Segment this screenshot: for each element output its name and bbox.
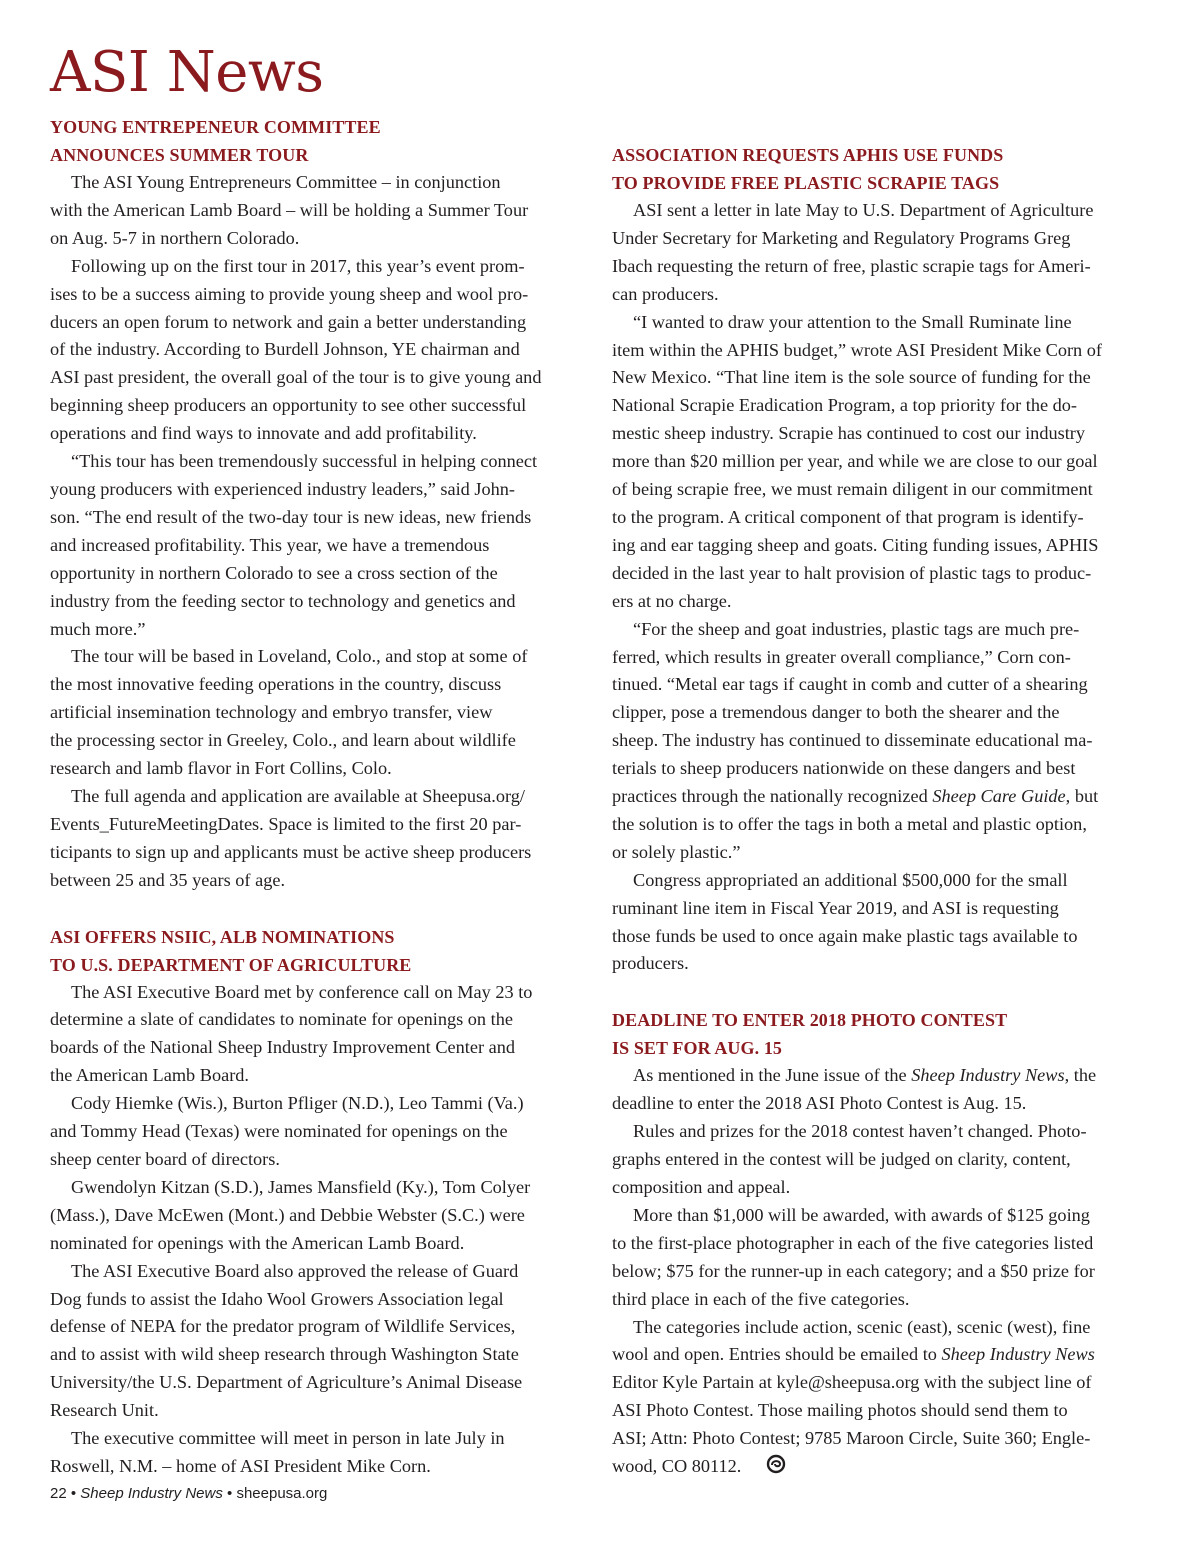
page-title: ASI News [50, 40, 324, 105]
paragraph: “I wanted to draw your attention to the Small Ruminate line item within the APHIS budget,” wrote ASI President Mike Corn of New Mexico. “That line item is the sole source of funding for the National Scrapie Eradication Program, a top priority for the do- mestic sheep industry. Scrapie has continued to cost our industry more than $20 million per year, and while we are close to our goal of being scrapie free, we must remain diligent in our commitment to the program. A critical component of that program is identify- ing and ear tagging sheep and goats. Citing funding issues, APHIS decided in the last year to halt provision of plastic tags to produc- ers at no charge. [612, 311, 1102, 611]
sheep-logo-icon [745, 1454, 786, 1483]
paragraph: “For the sheep and goat industries, plastic tags are much pre- ferred, which results in greater overall compliance,” Corn con- tinued. “Metal ear tags if caught in comb and cutter of a shearing clipper, pose a tremendous danger to both the shearer and the sheep. The industry has continued to disseminate educational ma- terials to sheep producers nationwide on these dangers and best practices through the nationally recognized Sheep Care Guide, but the solution is to offer the tags in both a metal and plastic option, or solely plastic.” [612, 618, 1099, 862]
article-heading: ASI OFFERS NSIIC, ALB NOMINATIONS TO U.S. DEPARTMENT OF AGRICULTURE [50, 926, 412, 975]
paragraph: The ASI Executive Board also approved the release of Guard Dog funds to assist the Idaho Wool Growers Association legal defense of NEPA for the predator program of Wildlife Services, and to assist with wild sheep research through Washington State University/the U.S. Department of Agriculture’s Animal Disease Research Unit. [50, 1260, 523, 1421]
paragraph: “This tour has been tremendously successful in helping connect young producers with experienced industry leaders,” said John- son. “The end result of the two-day tour is new ideas, new friends and increased profitability. This year, we have a tremendous opportunity in northern Colorado to see a cross section of the industry from the feeding sector to technology and genetics and much more.” [50, 451, 538, 639]
article-young-entrepreneur [50, 113, 590, 895]
page-number: 22 [50, 1485, 67, 1502]
publication-title: Sheep Care Guide [932, 786, 1066, 807]
article-heading: ASSOCIATION REQUESTS APHIS USE FUNDS TO PROVIDE FREE PLASTIC SCRAPIE TAGS [612, 145, 1004, 193]
paragraph: As mentioned in the June issue of the Sheep Industry News, the deadline to enter the 2018 ASI Photo Contest is Aug. 15. [612, 1065, 1097, 1114]
paragraph: Rules and prizes for the 2018 contest haven’t changed. Photo- graphs entered in the contest will be judged on clarity, content, composition and appeal. [612, 1121, 1087, 1197]
footer-publication: Sheep Industry News [80, 1485, 223, 1502]
publication-title: Sheep Industry News [911, 1065, 1065, 1086]
paragraph: Cody Hiemke (Wis.), Burton Pfliger (N.D.), Leo Tammi (Va.) and Tommy Head (Texas) were nominated for openings on the sheep center board of directors. [50, 1093, 524, 1169]
paragraph: The ASI Young Entrepreneurs Committee – in conjunction with the American Lamb Board – will be holding a Summer Tour on Aug. 5-7 in northern Colorado. [50, 172, 529, 248]
article-aphis-scrapie-tags [612, 141, 1152, 978]
paragraph: The full agenda and application are available at Sheepusa.org/ Events_FutureMeetingDates. Space is limited to the first 20 par- ticipants to sign up and applicants must be active sheep producers between 25 and 35 years of age. [50, 785, 532, 890]
paragraph: Congress appropriated an additional $500,000 for the small ruminant line item in Fiscal Year 2019, and ASI is requesting those funds be used to once again make plastic tags available to producers. [612, 869, 1078, 974]
right-column [612, 141, 1152, 1483]
article-heading: DEADLINE TO ENTER 2018 PHOTO CONTEST IS SET FOR AUG. 15 [612, 1010, 1008, 1059]
paragraph: The ASI Executive Board met by conference call on May 23 to determine a slate of candidates to nominate for openings on the boards of the National Sheep Industry Improvement Center and the American Lamb Board. [50, 981, 533, 1086]
article-nsiic-alb-nominations [50, 923, 590, 1481]
page-footer: 22 • Sheep Industry News • sheepusa.org [50, 1485, 328, 1502]
paragraph: More than $1,000 will be awarded, with awards of $125 going to the first-place photographer in each of the five categories listed below; $75 for the runner-up in each category; and a $50 prize for third place in each of the five categories. [612, 1204, 1095, 1309]
left-column [50, 113, 590, 1481]
article-heading: YOUNG ENTREPENEUR COMMITTEE ANNOUNCES SUMMER TOUR [50, 117, 381, 165]
paragraph: The tour will be based in Loveland, Colo., and stop at some of the most innovative feeding operations in the country, discuss artificial insemination technology and embryo transfer, view the processing sector in Greeley, Colo., and learn about wildlife research and lamb flavor in Fort Collins, Colo. [50, 646, 528, 779]
publication-title: Sheep Industry News [941, 1344, 1095, 1365]
paragraph: ASI sent a letter in late May to U.S. Department of Agriculture Under Secretary for Marketing and Regulatory Programs Greg Ibach requesting the return of free, plastic scrapie tags for Ameri- can producers. [612, 200, 1094, 304]
footer-site: sheepusa.org [236, 1485, 328, 1502]
paragraph: The executive committee will meet in person in late July in Roswell, N.M. – home of ASI President Mike Corn. [50, 1428, 505, 1476]
article-photo-contest [612, 1006, 1152, 1483]
paragraph: Gwendolyn Kitzan (S.D.), James Mansfield (Ky.), Tom Colyer (Mass.), Dave McEwen (Mont.) and Debbie Webster (S.C.) were nominated for openings with the American Lamb Board. [50, 1176, 531, 1253]
paragraph: The categories include action, scenic (east), scenic (west), fine wool and open. Entries should be emailed to Sheep Industry News Editor Kyle Partain at kyle@sheepusa.org with the subject line of ASI Photo Contest. Those mailing photos should send them to ASI; Attn: Photo Contest; 9785 Maroon Circle, Suite 360; Engle- wood, CO 80112. [612, 1314, 1152, 1483]
paragraph: Following up on the first tour in 2017, this year’s event prom- ises to be a success aiming to provide young sheep and wool pro- ducers an open forum to network and gain a better understanding of the industry. According to Burdell Johnson, YE chairman and ASI past president, the overall goal of the tour is to give young and beginning sheep producers an opportunity to see other successful operations and find ways to innovate and add profitability. [50, 255, 542, 444]
